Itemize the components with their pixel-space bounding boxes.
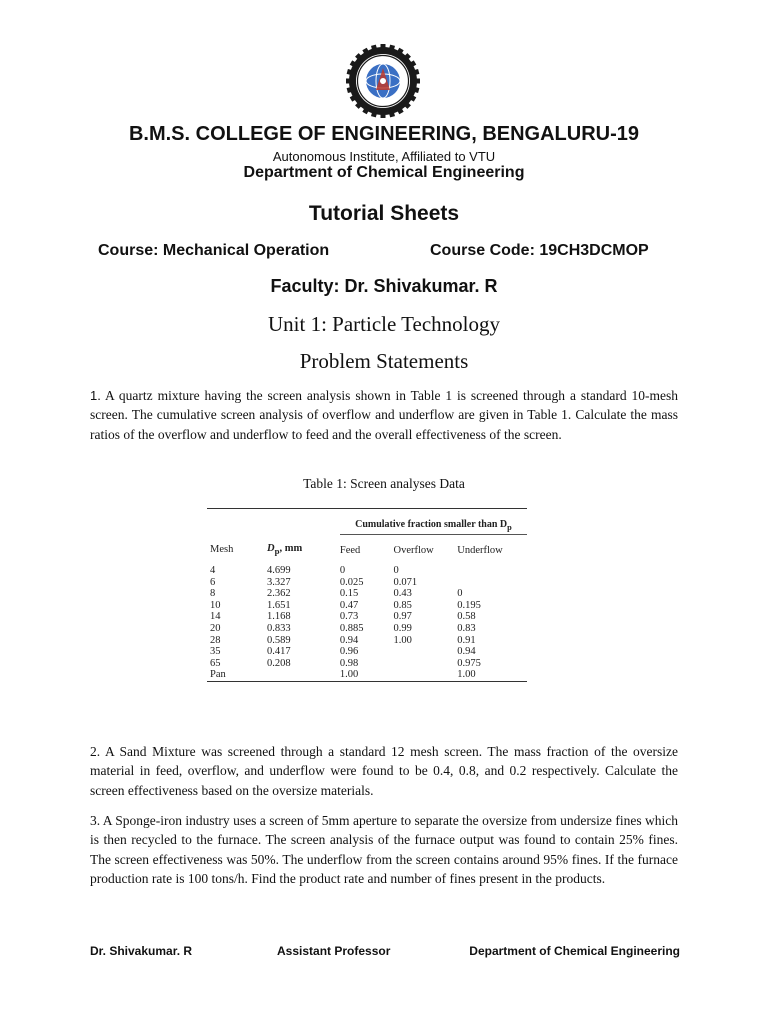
problem-text: A quartz mixture having the screen analysis shown in Table 1 is screened through a standard 10-mesh screen. The cumulative screen analysis of overflow and underflow are given in Table 1. Calculate the mass ratios of the overflow and underflow to feed and the overall effectiveness of the screen. — [90, 388, 678, 442]
table-row — [207, 623, 527, 635]
cell-overflow — [394, 669, 458, 681]
cell-underflow: 0.195 — [457, 599, 481, 611]
cell-overflow: 0.85 — [393, 599, 412, 611]
cell-dp: 2.362 — [267, 588, 291, 600]
cell-underflow — [457, 577, 527, 589]
sheet-title: Tutorial Sheets — [308, 202, 460, 225]
cell-underflow: 0 — [457, 588, 463, 600]
footer-department: Department of Chemical Engineering — [469, 944, 680, 958]
department-name: Department of Chemical Engineering — [243, 164, 525, 181]
cell-mesh: 65 — [210, 657, 221, 669]
cell-underflow: 0.58 — [457, 611, 476, 623]
cell-feed: 0.73 — [339, 611, 359, 623]
cell-feed: 1.00 — [339, 669, 359, 681]
cell-underflow: 1.00 — [457, 669, 476, 681]
cell-dp: 1.651 — [267, 599, 291, 611]
footer-title: Assistant Professor — [277, 944, 391, 958]
cell-underflow — [457, 565, 527, 577]
problem-1 — [90, 386, 678, 444]
cell-dp: 4.699 — [267, 565, 291, 576]
problem-2: 2. A Sand Mixture was screened through a standard 12 mesh screen. The mass fraction of the oversize material in feed, overflow, and underflow were found to be 0.4, 0.8, and 0.2 respectively. Calculate the screen effectiveness based on the oversize materials. — [90, 744, 678, 798]
cell-overflow — [394, 646, 458, 658]
cell-underflow: 0.975 — [457, 657, 481, 669]
cell-feed: 0.47 — [339, 599, 359, 611]
table-column-header-row — [207, 535, 527, 566]
cell-underflow: 0.94 — [457, 646, 476, 658]
cell-mesh: 4 — [210, 565, 216, 576]
affiliation-line: Autonomous Institute, Affiliated to VTU — [272, 149, 496, 164]
cell-dp: 0.589 — [267, 634, 291, 646]
cell-mesh: 14 — [210, 611, 221, 623]
cell-mesh: 20 — [210, 622, 221, 634]
unit-title: Unit 1: Particle Technology — [267, 312, 500, 336]
cell-dp: 0.417 — [267, 646, 291, 658]
cell-feed: 0.885 — [339, 622, 364, 634]
table-row — [207, 588, 527, 600]
cell-mesh: Pan — [210, 669, 226, 681]
table-row — [207, 646, 527, 658]
col-dp: $D_p$, mm — [267, 543, 303, 557]
table-bottom-rule — [207, 681, 527, 684]
cell-mesh: 10 — [210, 599, 221, 611]
section-title: Problem Statements — [299, 349, 469, 373]
cell-feed: 0.96 — [339, 646, 359, 658]
cell-feed: 0.15 — [339, 588, 359, 600]
cell-underflow: 0.91 — [457, 634, 476, 646]
table-row — [207, 600, 527, 612]
screen-analysis-table — [207, 508, 527, 684]
table-body — [207, 565, 527, 681]
table-group-header-row — [207, 516, 527, 535]
problem-3: 3. A Sponge-iron industry uses a screen of 5mm aperture to separate the oversize from undersize fines which is then recycled to the furnace. The screen analysis of the furnace output was found to contain 25% fines. The screen effectiveness was 50%. The underflow from the screen contains around 95% fines. If the furnace production rate is 100 tons/h. Find the product rate and number of fines present in the products. — [90, 813, 678, 887]
cell-overflow: 0.99 — [393, 622, 412, 634]
table-top-rule — [207, 509, 527, 517]
course-code: Course Code: 19CH3DCMOP — [430, 242, 649, 259]
col-mesh: Mesh — [210, 544, 234, 556]
table-row — [207, 635, 527, 647]
cell-dp: 0.833 — [267, 622, 291, 634]
course-row — [98, 242, 678, 262]
cell-dp: 1.168 — [267, 611, 291, 623]
cell-overflow: 0.43 — [393, 588, 412, 600]
table-row — [207, 577, 527, 589]
cell-overflow: 1.00 — [393, 634, 412, 646]
cell-mesh: 6 — [210, 576, 216, 588]
cell-dp: 3.327 — [267, 576, 291, 588]
table-row — [207, 611, 527, 623]
table-row — [207, 658, 527, 670]
col-feed: Feed — [339, 544, 361, 556]
cell-dp: 0.208 — [267, 657, 291, 669]
cell-feed: 0.98 — [339, 657, 359, 669]
cell-overflow: 0.071 — [393, 576, 418, 588]
col-underflow: Underflow — [457, 544, 503, 556]
cell-mesh: 35 — [210, 646, 221, 658]
course-name: Course: Mechanical Operation — [98, 242, 330, 259]
table-row — [207, 669, 527, 681]
cell-mesh: 8 — [210, 588, 216, 600]
cell-overflow: 0.97 — [393, 611, 412, 623]
cell-feed: 0 — [339, 565, 346, 576]
col-overflow: Overflow — [393, 544, 434, 556]
cell-feed: 0.94 — [339, 634, 359, 646]
table-caption: Table 1: Screen analyses Data — [303, 476, 465, 491]
cell-dp — [267, 669, 340, 681]
group-header: Cumulative fraction smaller than $D_p$ — [340, 516, 527, 535]
faculty-name: Faculty: Dr. Shivakumar. R — [270, 276, 498, 296]
footer — [90, 944, 680, 962]
cell-overflow: 0 — [393, 565, 399, 576]
problem-number: 1. — [90, 388, 101, 403]
cell-mesh: 28 — [210, 634, 221, 646]
cell-underflow: 0.83 — [457, 622, 476, 634]
cell-feed: 0.025 — [339, 576, 364, 588]
footer-name: Dr. Shivakumar. R — [90, 944, 193, 958]
table-row — [207, 565, 527, 577]
cell-overflow — [394, 658, 458, 670]
college-name: B.M.S. COLLEGE OF ENGINEERING, BENGALURU-19 — [128, 123, 640, 145]
college-logo — [346, 44, 420, 118]
